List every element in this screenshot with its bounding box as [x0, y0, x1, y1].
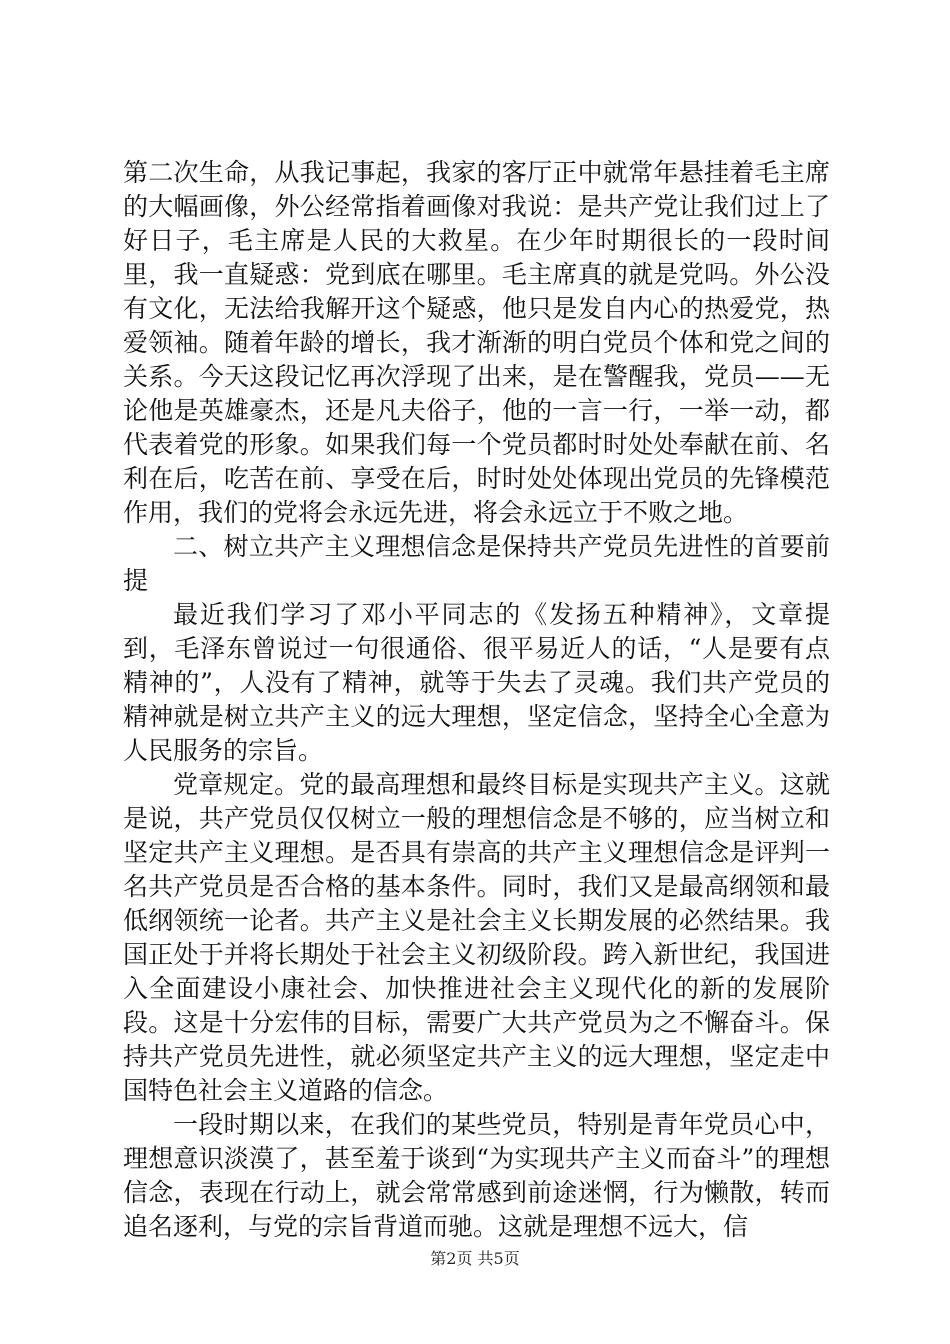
- paragraph: 党章规定。党的最高理想和最终目标是实现共产主义。这就是说，共产党员仅仅树立一般的理想信念是不够的，应当树立和坚定共产主义理想。是否具有崇高的共产主义理想信念是评判一名共产党员是否合格的基本条件。同时，我们又是最高纲领和最低纲领统一论者。共产主义是社会主义长期发展的必然结果。我国正处于并将长期处于社会主义初级阶段。跨入新世纪，我国进入全面建设小康社会、加快推进社会主义现代化的新的发展阶段。这是十分宏伟的目标，需要广大共产党员为之不懈奋斗。保持共产党员先进性，就必须坚定共产主义的远大理想，坚定走中国特色社会主义道路的信念。: [123, 770, 830, 1105]
- document-body: [123, 156, 830, 1244]
- paragraph-continued: 第二次生命，从我记事起，我家的客厅正中就常年悬挂着毛主席的大幅画像，外公经常指着画像对我说：是共产党让我们过上了好日子，毛主席是人民的大救星。在少年时期很长的一段时间里，我一直疑惑：党到底在哪里。毛主席真的就是党吗。外公没有文化，无法给我解开这个疑惑，他只是发自内心的热爱党，热爱领袖。随着年龄的增长，我才渐渐的明白党员个体和党之间的关系。今天这段记忆再次浮现了出来，是在警醒我，党员——无论他是英雄豪杰，还是凡夫俗子，他的一言一行，一举一动，都代表着党的形象。如果我们每一个党员都时时处处奉献在前、名利在后，吃苦在前、享受在后，时时处处体现出党员的先锋模范作用，我们的党将会永远先进，将会永远立于不败之地。: [123, 158, 830, 527]
- paragraph: 最近我们学习了邓小平同志的《发扬五种精神》，文章提到，毛泽东曾说过一句很通俗、很平易近人的话，“人是要有点精神的”，人没有了精神，就等于失去了灵魂。我们共产党员的精神就是树立共产主义的远大理想，坚定信念，坚持全心全意为人民服务的宗旨。: [123, 600, 830, 765]
- section-heading: 二、树立共产主义理想信念是保持共产党员先进性的首要前提: [123, 532, 830, 595]
- page-number-footer: 第2页 共5页: [430, 1249, 520, 1268]
- paragraph: 一段时期以来，在我们的某些党员，特别是青年党员心中，理想意识淡漠了，甚至羞于谈到“为实现共产主义而奋斗”的理想信念，表现在行动上，就会常常感到前途迷惘，行为懒散，转而追名逐利，与党的宗旨背道而驰。这就是理想不远大，信: [123, 1110, 830, 1241]
